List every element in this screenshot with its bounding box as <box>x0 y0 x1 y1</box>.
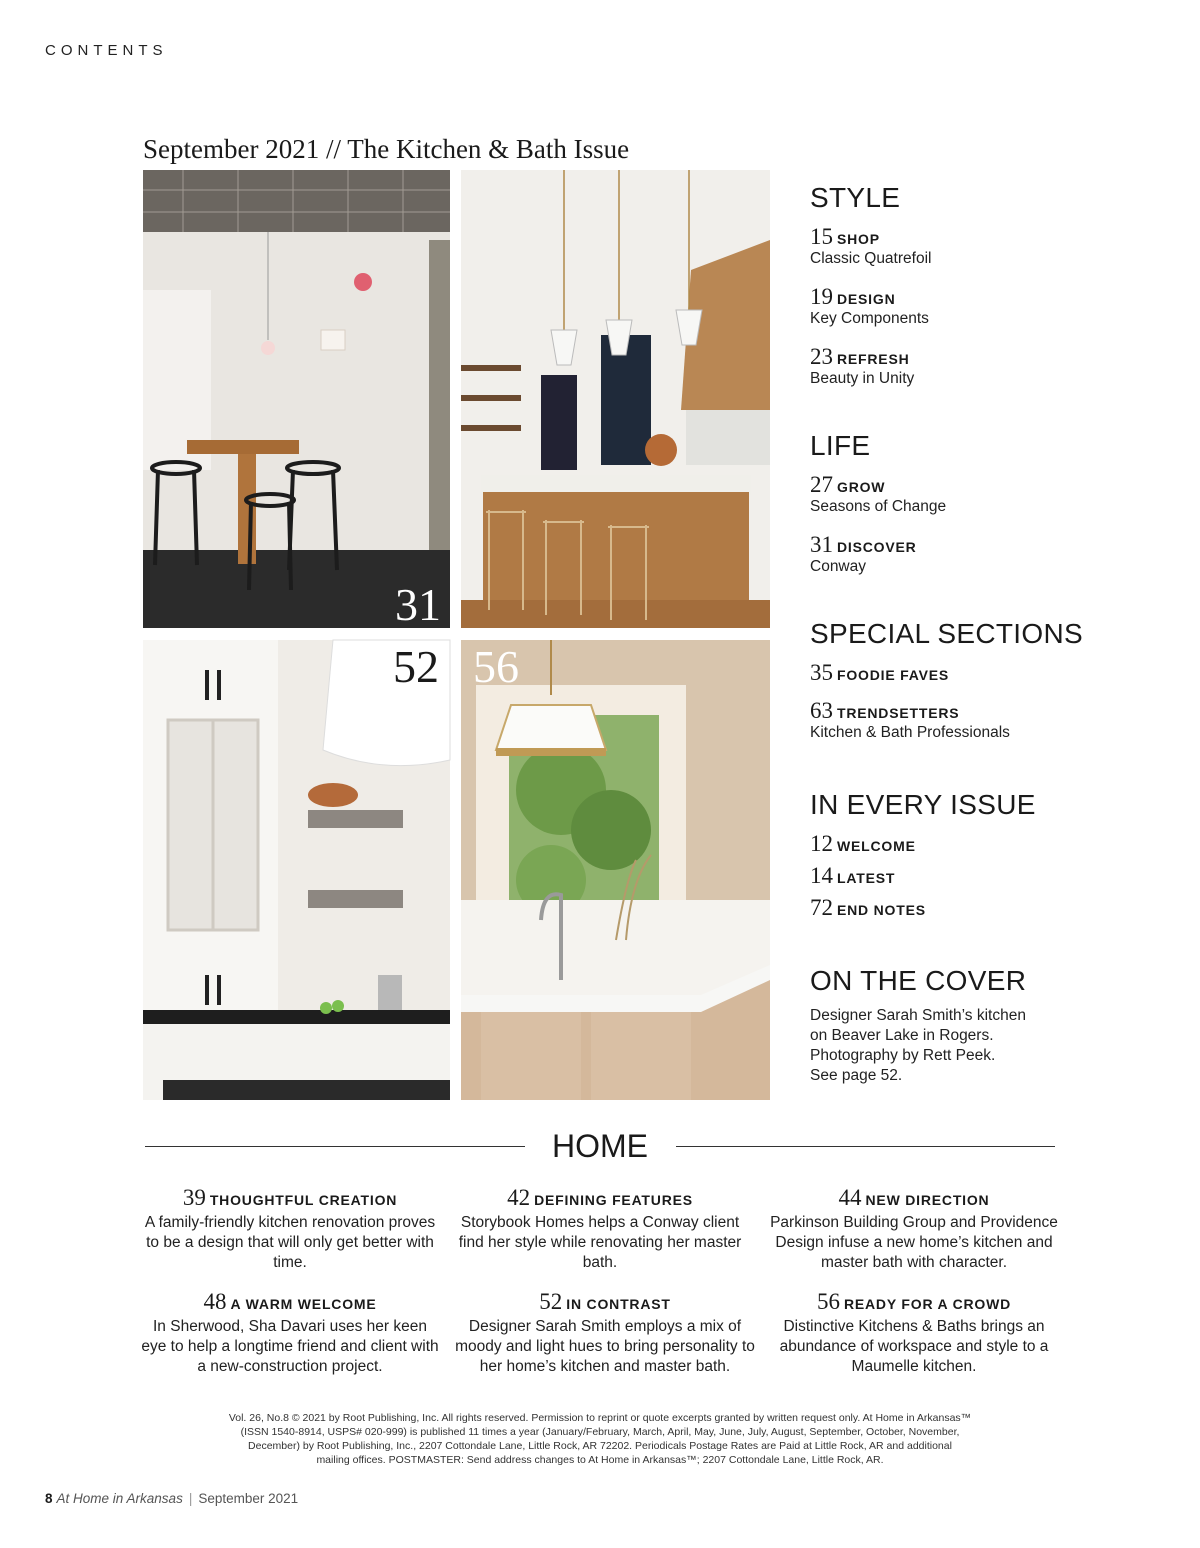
page-footer <box>45 1491 298 1506</box>
cover-description <box>810 1006 1070 1086</box>
issue-title: September 2021 // The Kitchen & Bath Issue <box>143 134 630 164</box>
notice-line: mailing offices. POSTMASTER: Send address changes to At Home in Arkansas™; 2207 Cottondale Lane, Little Rock, AR. <box>316 1454 884 1466</box>
page-number: 42 <box>507 1185 531 1210</box>
toc-entry-welcome[interactable] <box>810 832 916 856</box>
entry-category: LATEST <box>837 870 896 886</box>
notice-line: Vol. 26, No.8 © 2021 by Root Publishing, Inc. All rights reserved. Permission to reprint or quote excerpts granted by written request only. At Home in Arkansas™ <box>228 1412 972 1424</box>
divider-left <box>145 1146 525 1147</box>
section-heading: SPECIAL SECTIONS <box>810 618 1083 649</box>
home-story-defining-features[interactable] <box>455 1186 745 1273</box>
photo-page-number: 52 <box>393 641 439 692</box>
story-description: In Sherwood, Sha Davari uses her keen eye to help a longtime friend and client with a new-construction project. <box>141 1318 439 1375</box>
notice-line: December) by Root Publishing, Inc., 2207 Cottondale Lane, Little Rock, AR 72202. Periodicals Postage Rates are Paid at Little Rock, AR and additional <box>248 1440 952 1452</box>
photo-52[interactable] <box>143 640 450 1100</box>
story-description: Parkinson Building Group and Providence Design infuse a new home’s kitchen and master bath with character. <box>770 1214 1058 1271</box>
section-life <box>810 431 870 462</box>
cover-line: Designer Sarah Smith’s kitchen <box>810 1007 1026 1024</box>
entry-description: Beauty in Unity <box>810 370 915 387</box>
page-number: 23 <box>810 344 833 369</box>
footer-separator: | <box>188 1491 193 1506</box>
cover-line: See page 52. <box>810 1067 903 1084</box>
page-number: 39 <box>182 1185 206 1210</box>
page-number: 12 <box>810 831 833 856</box>
page-number: 56 <box>816 1289 840 1314</box>
entry-category: FOODIE FAVES <box>837 667 950 683</box>
entry-description: Classic Quatrefoil <box>810 250 932 267</box>
toc-entry-grow[interactable] <box>810 473 946 516</box>
story-description: Storybook Homes helps a Conway client find her style while renovating her master bath. <box>458 1214 742 1271</box>
toc-entry-latest[interactable] <box>810 864 895 888</box>
section-heading: STYLE <box>810 182 901 213</box>
page-number: 15 <box>810 224 833 249</box>
home-story-in-contrast[interactable] <box>455 1290 755 1377</box>
entry-category: REFRESH <box>837 351 910 367</box>
section-heading: IN EVERY ISSUE <box>810 789 1036 820</box>
page-number: 8 <box>45 1491 53 1506</box>
entry-category: TRENDSETTERS <box>837 705 960 721</box>
page-number: 27 <box>810 472 833 497</box>
story-category: NEW DIRECTION <box>865 1192 990 1208</box>
story-description: A family-friendly kitchen renovation proves to be a design that will only get better with time. <box>144 1214 436 1271</box>
home-story-thoughtful-creation[interactable] <box>140 1186 440 1273</box>
page-number: 35 <box>810 660 833 685</box>
page-number: 44 <box>838 1185 862 1210</box>
publication-notice <box>200 1411 1000 1467</box>
entry-category: GROW <box>837 479 886 495</box>
entry-category: DESIGN <box>837 291 896 307</box>
white-shelving-kitchen-image <box>143 640 450 1100</box>
photo-page-number: 31 <box>395 579 441 630</box>
toc-entry-shop[interactable] <box>810 225 931 268</box>
story-description: Distinctive Kitchens & Baths brings an abundance of workspace and style to a Maumelle kitchen. <box>779 1318 1049 1375</box>
entry-description: Kitchen & Bath Professionals <box>810 724 1010 741</box>
section-every-issue <box>810 790 1036 821</box>
section-label: CONTENTS <box>45 42 168 59</box>
cafe-kitchen-image <box>143 170 450 628</box>
toc-entry-trendsetters[interactable] <box>810 699 1010 742</box>
notice-line: (ISSN 1540-8914, USPS# 020-999) is published 11 times a year (January/February, March, April, May, June, July, August, September, October, November, <box>240 1426 960 1438</box>
photo-31[interactable] <box>143 170 450 628</box>
page-number: 31 <box>810 532 833 557</box>
story-category: DEFINING FEATURES <box>534 1192 693 1208</box>
section-heading: ON THE COVER <box>810 965 1027 996</box>
story-category: THOUGHTFUL CREATION <box>209 1192 398 1208</box>
footer-issue: September 2021 <box>198 1491 299 1506</box>
page-number: 63 <box>810 698 833 723</box>
toc-entry-refresh[interactable] <box>810 345 914 388</box>
entry-category: DISCOVER <box>837 539 917 555</box>
toc-entry-design[interactable] <box>810 285 929 328</box>
toc-entry-end-notes[interactable] <box>810 896 926 920</box>
section-heading: LIFE <box>810 430 871 461</box>
cover-line: Photography by Rett Peek. <box>810 1047 996 1064</box>
home-story-ready-for-a-crowd[interactable] <box>765 1290 1063 1377</box>
section-special <box>810 619 1083 650</box>
page-number: 72 <box>810 895 833 920</box>
home-story-a-warm-welcome[interactable] <box>140 1290 440 1377</box>
entry-description: Seasons of Change <box>810 498 947 515</box>
cover-line: on Beaver Lake in Rogers. <box>810 1027 994 1044</box>
story-category: READY FOR A CROWD <box>843 1296 1012 1312</box>
divider-right <box>676 1146 1055 1147</box>
entry-category: WELCOME <box>837 838 916 854</box>
page-number: 19 <box>810 284 833 309</box>
page-number: 48 <box>203 1289 227 1314</box>
page-number: 52 <box>539 1289 563 1314</box>
window-sink-kitchen-image <box>461 640 770 1100</box>
entry-description: Conway <box>810 558 866 575</box>
photo-56[interactable] <box>461 640 770 1100</box>
story-category: IN CONTRAST <box>566 1296 671 1312</box>
home-story-new-direction[interactable] <box>765 1186 1063 1273</box>
photo-page-number: 56 <box>473 641 519 692</box>
story-description: Designer Sarah Smith employs a mix of moody and light hues to bring personality to her home’s kitchen and master bath. <box>455 1318 755 1375</box>
entry-category: SHOP <box>837 231 880 247</box>
page-number: 14 <box>810 863 833 888</box>
photo-44[interactable] <box>461 170 770 628</box>
entry-category: END NOTES <box>837 902 926 918</box>
section-style <box>810 183 900 214</box>
island-kitchen-image <box>461 170 770 628</box>
toc-entry-discover[interactable] <box>810 533 917 576</box>
toc-entry-foodie-faves[interactable] <box>810 661 949 685</box>
section-heading-home: HOME <box>552 1128 648 1164</box>
publication-name: At Home in Arkansas <box>56 1491 183 1506</box>
story-category: A WARM WELCOME <box>230 1296 377 1312</box>
entry-description: Key Components <box>810 310 929 327</box>
section-on-the-cover <box>810 966 1026 997</box>
